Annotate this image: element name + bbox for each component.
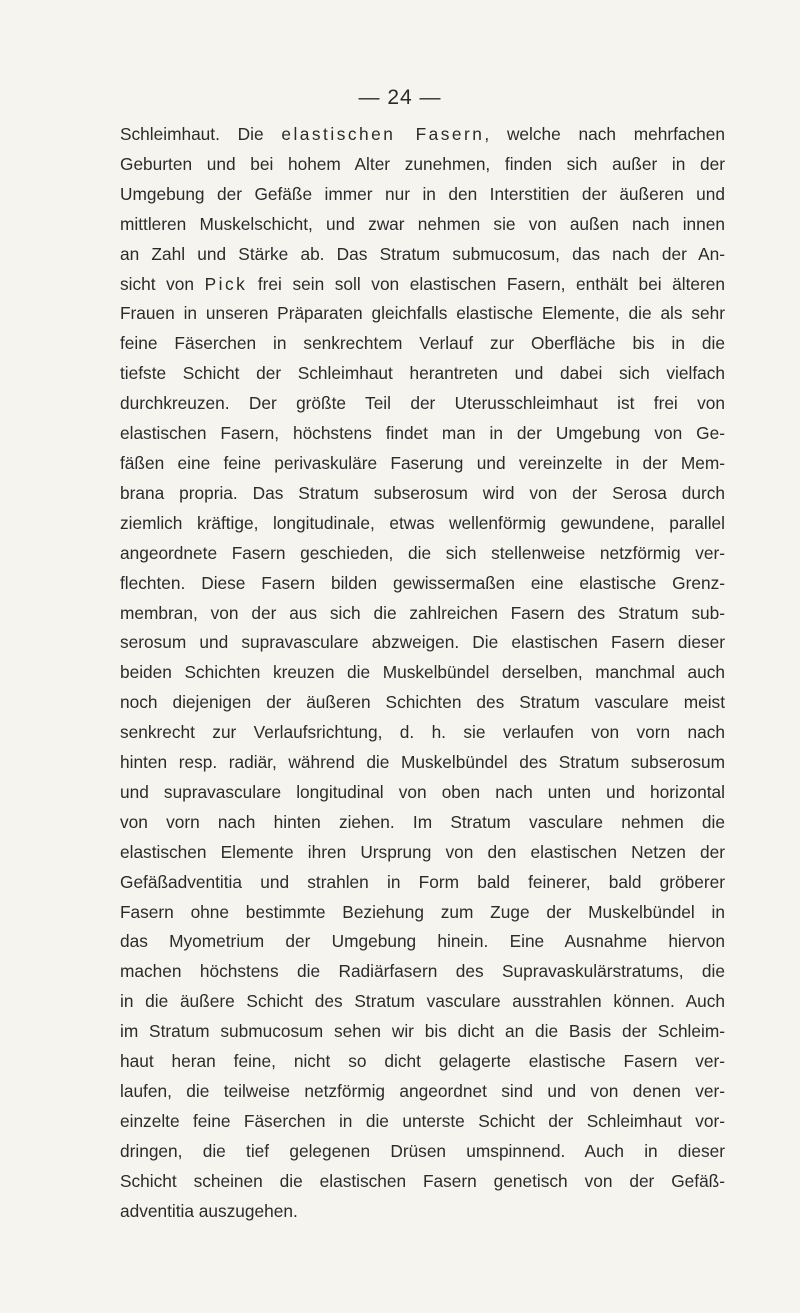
text-line: [120, 479, 725, 509]
text-line: [120, 1167, 725, 1197]
text-line: [120, 957, 725, 987]
text-line: [120, 569, 725, 599]
text-segment: membran, von der aus sich die zahlreichen Fasern des Stratum sub-: [120, 602, 725, 623]
text-segment: adventitia auszugehen.: [120, 1200, 298, 1221]
text-segment: sicht von: [120, 273, 205, 294]
text-line: [120, 628, 725, 658]
text-line: [120, 778, 725, 808]
text-segment: flechten. Diese Fasern bilden gewissermaßen eine elastische Grenz-: [120, 572, 725, 593]
text-segment: einzelte feine Fäserchen in die unterste Schicht der Schleimhaut vor-: [120, 1110, 725, 1131]
text-line: [120, 1047, 725, 1077]
text-segment: , welche nach mehrfachen: [484, 124, 725, 144]
text-line: [120, 1197, 725, 1227]
text-segment: Fasern ohne bestimmte Beziehung zum Zuge der Muskelbündel in: [120, 901, 725, 922]
text-segment: Frauen in unseren Präparaten gleichfalls elastische Elemente, die als sehr: [120, 303, 725, 324]
text-line: [120, 449, 725, 479]
text-segment: im Stratum submucosum sehen wir bis dicht an die Basis der Schleim-: [120, 1021, 725, 1042]
body-paragraph: [120, 120, 725, 1227]
text-line: [120, 389, 725, 419]
text-segment: ziemlich kräftige, longitudinale, etwas wellenförmig gewundene, parallel: [120, 512, 725, 533]
text-segment: machen höchstens die Radiärfasern des Supravaskulärstratums, die: [120, 961, 725, 982]
text-line: [120, 658, 725, 688]
text-line: [120, 868, 725, 898]
text-line: [120, 748, 725, 778]
text-line: [120, 1017, 725, 1047]
text-segment: von vorn nach hinten ziehen. Im Stratum vasculare nehmen die: [120, 811, 725, 832]
text-segment: feine Fäserchen in senkrechtem Verlauf zur Oberfläche bis in die: [120, 333, 725, 354]
text-line: [120, 120, 725, 150]
text-line: [120, 419, 725, 449]
text-line: [120, 180, 725, 210]
text-segment: beiden Schichten kreuzen die Muskelbündel derselben, manchmal auch: [120, 662, 725, 683]
text-segment: in die äußere Schicht des Stratum vasculare ausstrahlen können. Auch: [120, 991, 725, 1012]
text-segment: laufen, die teilweise netzförmig angeordnet sind und von denen ver-: [120, 1081, 725, 1101]
text-line: [120, 150, 725, 180]
text-segment: hinten resp. radiär, während die Muskelbündel des Stratum subserosum: [120, 752, 725, 773]
text-segment: haut heran feine, nicht so dicht gelagerte elastische Fasern ver-: [120, 1051, 725, 1072]
text-line: [120, 898, 725, 928]
page-number: — 24 —: [358, 86, 442, 109]
text-line: [120, 329, 725, 359]
text-segment: Geburten und bei hohem Alter zunehmen, finden sich außer in der: [120, 153, 725, 174]
text-segment: frei sein soll von elastischen Fasern, enthält bei älteren: [247, 273, 726, 294]
spaced-emphasis: elastischen Fasern: [281, 124, 485, 144]
text-line: [120, 539, 725, 569]
text-segment: serosum und supravasculare abzweigen. Die elastischen Fasern dieser: [120, 632, 725, 653]
text-segment: elastischen Elemente ihren Ursprung von den elastischen Netzen der: [120, 841, 725, 862]
text-line: [120, 1077, 725, 1107]
text-segment: tiefste Schicht der Schleimhaut herantreten und dabei sich vielfach: [120, 363, 725, 384]
text-segment: angeordnete Fasern geschieden, die sich stellenweise netzförmig ver-: [120, 542, 725, 563]
text-segment: Schicht scheinen die elastischen Fasern genetisch von der Gefäß-: [120, 1170, 725, 1191]
text-segment: Schleimhaut. Die: [120, 124, 282, 144]
text-line: [120, 927, 725, 957]
text-segment: noch diejenigen der äußeren Schichten des Stratum vasculare meist: [120, 692, 725, 713]
text-line: [120, 299, 725, 329]
text-segment: dringen, die tief gelegenen Drüsen umspinnend. Auch in dieser: [120, 1140, 725, 1161]
text-segment: Gefäßadventitia und strahlen in Form bald feinerer, bald gröberer: [120, 871, 725, 892]
text-line: [120, 240, 725, 270]
text-line: [120, 1107, 725, 1137]
text-line: [120, 838, 725, 868]
text-segment: elastischen Fasern, höchstens findet man in der Umgebung von Ge-: [120, 423, 725, 444]
text-line: [120, 270, 725, 300]
text-segment: durchkreuzen. Der größte Teil der Uterusschleimhaut ist frei von: [120, 393, 725, 414]
text-line: [120, 808, 725, 838]
text-segment: brana propria. Das Stratum subserosum wird von der Serosa durch: [120, 482, 725, 503]
text-line: [120, 359, 725, 389]
text-line: [120, 688, 725, 718]
text-segment: an Zahl und Stärke ab. Das Stratum submucosum, das nach der An-: [120, 243, 725, 264]
text-line: [120, 718, 725, 748]
text-segment: das Myometrium der Umgebung hinein. Eine Ausnahme hiervon: [120, 931, 725, 952]
text-line: [120, 210, 725, 240]
text-line: [120, 509, 725, 539]
text-segment: Umgebung der Gefäße immer nur in den Interstitien der äußeren und: [120, 183, 725, 204]
text-segment: und supravasculare longitudinal von oben nach unten und horizontal: [120, 781, 725, 802]
text-segment: senkrecht zur Verlaufsrichtung, d. h. sie verlaufen von vorn nach: [120, 722, 725, 743]
text-segment: mittleren Muskelschicht, und zwar nehmen sie von außen nach innen: [120, 213, 725, 234]
text-line: [120, 1137, 725, 1167]
text-line: [120, 599, 725, 629]
spaced-emphasis: Pick: [204, 273, 248, 294]
text-line: [120, 987, 725, 1017]
text-segment: fäßen eine feine perivaskuläre Faserung und vereinzelte in der Mem-: [120, 452, 725, 473]
